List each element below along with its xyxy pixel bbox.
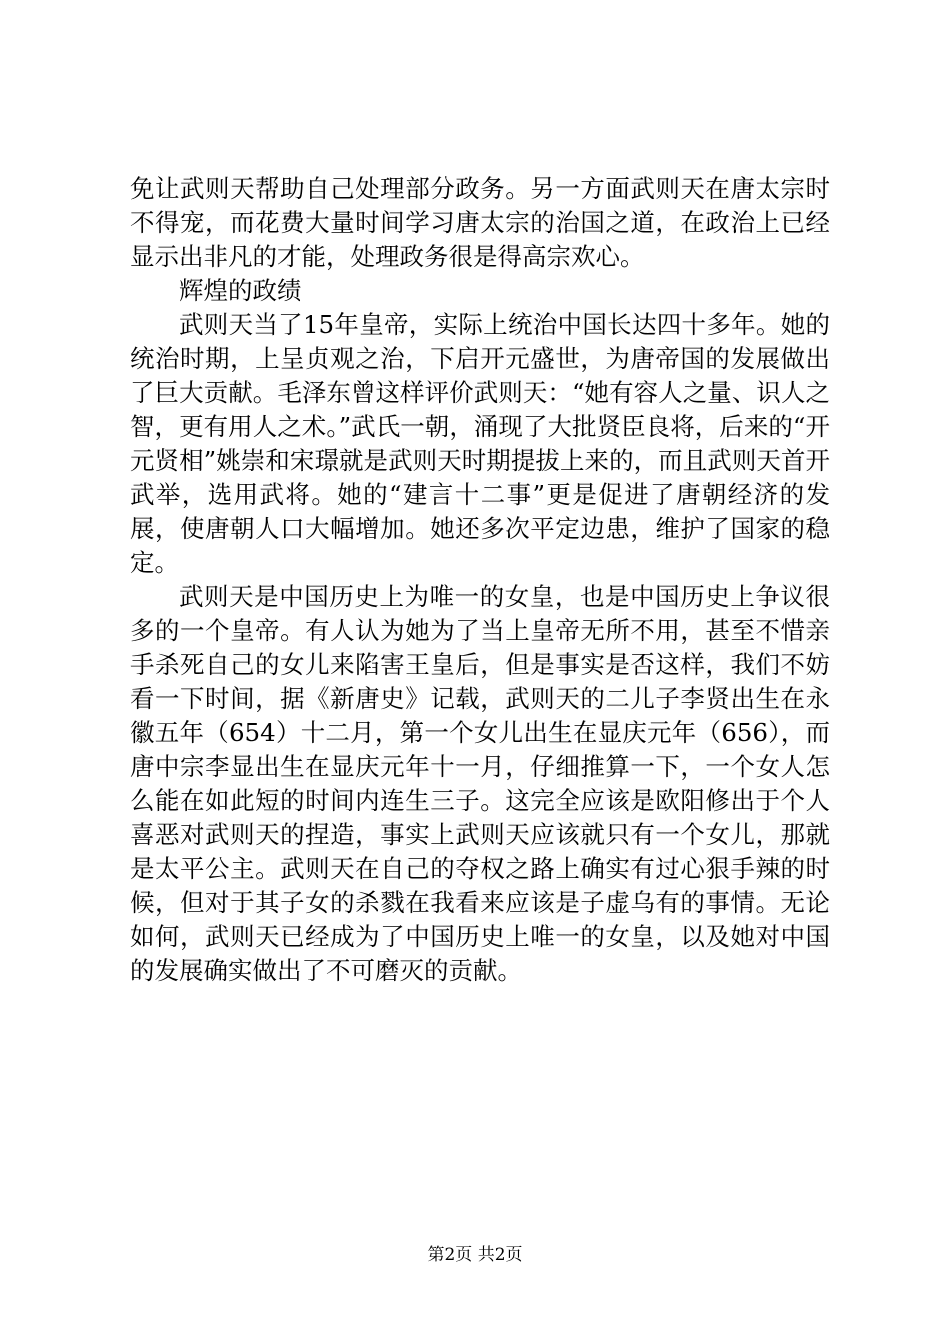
page-footer: 第2页 共2页 <box>427 1245 523 1265</box>
document-body <box>130 172 830 988</box>
paragraph-continuation: 免让武则天帮助自己处理部分政务。另一方面武则天在唐太宗时不得宠，而花费大量时间学习唐太宗的治国之道，在政治上已经显示出非凡的才能，处理政务很是得高宗欢心。 <box>130 174 830 271</box>
section-heading: 辉煌的政绩 <box>179 276 302 305</box>
paragraph-achievements: 武则天当了15年皇帝，实际上统治中国长达四十多年。她的统治时期，上呈贞观之治，下启开元盛世，为唐帝国的发展做出了巨大贡献。毛泽东曾这样评价武则天：“她有容人之量、识人之智，更有用人之术。”武氏一朝，涌现了大批贤臣良将，后来的“开元贤相”姚崇和宋璟就是武则天时期提拔上来的，而且武则天首开武举，选用武将。她的“建言十二事”更是促进了唐朝经济的发展，使唐朝人口大幅增加。她还多次平定边患，维护了国家的稳定。 <box>130 310 830 577</box>
paragraph-controversy: 武则天是中国历史上为唯一的女皇，也是中国历史上争议很多的一个皇帝。有人认为她为了当上皇帝无所不用，甚至不惜亲手杀死自己的女儿来陷害王皇后，但是事实是否这样，我们不妨看一下时间，据《新唐史》记载，武则天的二儿子李贤出生在永徽五年（654）十二月，第一个女儿出生在显庆元年（656），而唐中宗李显出生在显庆元年十一月，仔细推算一下，一个女人怎么能在如此短的时间内连生三子。这完全应该是欧阳修出于个人喜恶对武则天的捏造，事实上武则天应该就只有一个女儿，那就是太平公主。武则天在自己的夺权之路上确实有过心狠手辣的时候，但对于其子女的杀戮在我看来应该是子虚乌有的事情。无论如何，武则天已经成为了中国历史上唯一的女皇，以及她对中国的发展确实做出了不可磨灭的贡献。 <box>130 582 830 985</box>
